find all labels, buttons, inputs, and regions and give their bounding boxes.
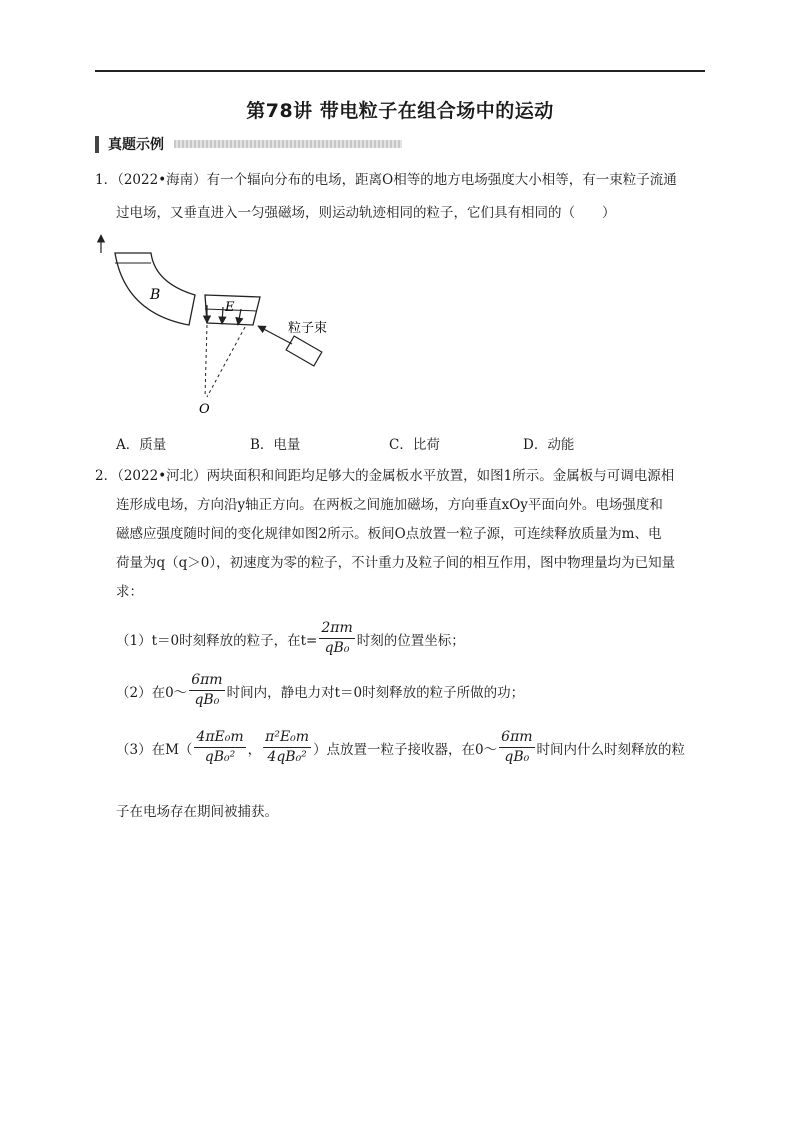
sub2-post: 时间内，静电力对t＝0时刻释放的粒子所做的功； [226, 684, 525, 701]
page-title: 第78讲 带电粒子在组合场中的运动 [246, 100, 554, 122]
section-header [95, 134, 402, 154]
sub3-mid: ）点放置一粒子接收器，在0～ [313, 741, 498, 758]
sub2-fraction [189, 672, 224, 709]
q2-line: 连形成电场，方向沿y轴正方向。在两板之间施加磁场，方向垂直xOy平面向外。电场强度和 [116, 497, 663, 513]
label-e: E [225, 300, 235, 315]
sub3-post: 时间内什么时刻释放的粒 [536, 741, 686, 758]
q2-line: 荷量为q（q＞0），初速度为零的粒子，不计重力及粒子间的相互作用，图中物理量均为已知量 [116, 555, 676, 571]
sub3-fraction-y [263, 729, 311, 766]
option-b[interactable]: B．电量 [250, 437, 301, 453]
q2-sub2 [116, 672, 524, 709]
option-d[interactable]: D．动能 [523, 437, 575, 453]
q1-line1: 1．（2022•海南）有一个辐向分布的电场，距离O相等的地方电场强度大小相等，有一束粒子流通 [95, 172, 677, 188]
section-bar [95, 136, 99, 153]
sub1-den: qB₀ [324, 640, 350, 656]
q2-sub1 [116, 620, 465, 657]
q1-figure [95, 225, 335, 420]
sub3-den3: qB₀ [504, 749, 530, 765]
sub3-pre: （3）在M（ [116, 741, 193, 758]
option-a[interactable]: A．质量 [116, 437, 167, 453]
label-beam: 粒子束 [288, 321, 328, 336]
sub3-sep: ， [247, 741, 262, 758]
q2-line: 磁感应强度随时间的变化规律如图2所示。板间O点放置一粒子源，可连续释放质量为m、电 [116, 526, 662, 542]
label-o: O [199, 402, 210, 417]
sub1-pre: （1）t＝0时刻释放的粒子，在t= [116, 632, 318, 649]
q1-options [116, 433, 574, 453]
q2-sub3 [116, 729, 685, 766]
option-c[interactable]: C．比荷 [389, 437, 440, 453]
section-label: 真题示例 [108, 137, 164, 153]
q2-line: 2．（2022•河北）两块面积和间距均足够大的金属板水平放置，如图1所示。金属板与可调电源相 [95, 468, 675, 484]
sub3-fraction-x [194, 729, 245, 766]
sub3-num2: π²E₀m [263, 729, 311, 748]
sub2-den: qB₀ [194, 692, 220, 708]
sub3-den1: qB₀² [204, 749, 236, 765]
q2-last-line: 子在电场存在期间被捕获。 [116, 804, 278, 820]
sub3-fraction-t [499, 729, 534, 766]
sub2-pre: （2）在0～ [116, 684, 188, 701]
sub3-num1: 4πE₀m [194, 729, 245, 748]
sub1-fraction [319, 620, 354, 657]
q2-stem [95, 462, 707, 607]
beam-source [286, 336, 322, 366]
sub2-num: 6πm [189, 672, 224, 691]
sub3-den2: 4qB₀² [267, 749, 307, 765]
top-rule [95, 70, 705, 72]
sub3-num3: 6πm [499, 729, 534, 748]
q1-line2: 过电场，又垂直进入一匀强磁场，则运动轨迹相同的粒子，它们具有相同的（ ） [116, 205, 616, 221]
label-b: B [150, 287, 161, 303]
sub1-post: 时刻的位置坐标； [356, 632, 465, 649]
sub1-num: 2πm [319, 620, 354, 639]
q2-line: 求： [116, 584, 143, 600]
section-stripe [174, 140, 402, 148]
